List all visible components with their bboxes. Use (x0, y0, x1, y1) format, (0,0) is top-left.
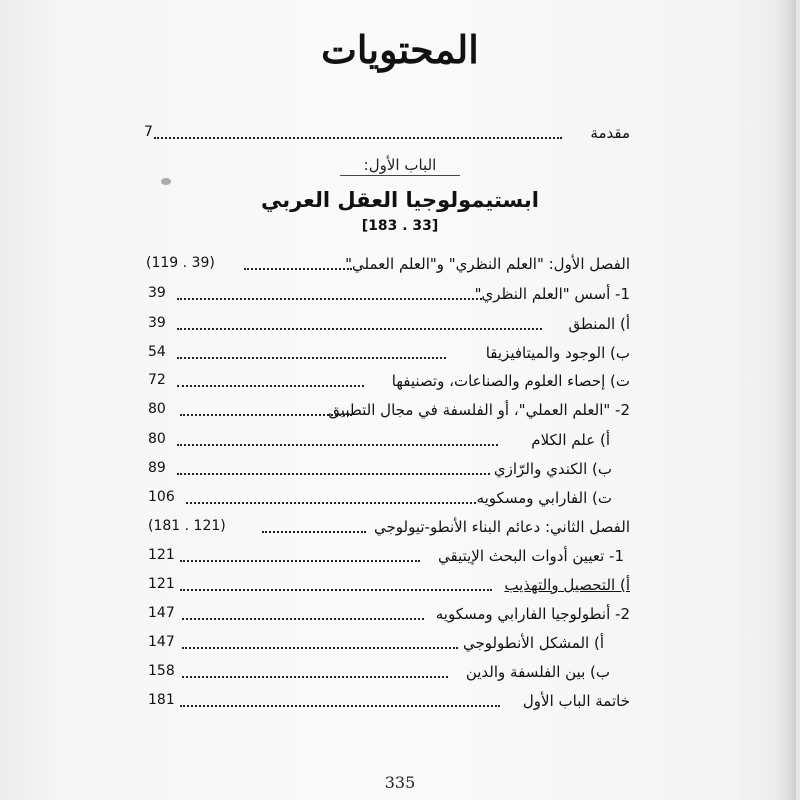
toc-entry-page: (181 . 121) (148, 518, 226, 534)
toc-entry-title: 1- أسس "العلم النظري" (474, 285, 630, 303)
toc-entry-page: 147 (148, 634, 175, 650)
toc-leader-dots (180, 705, 500, 707)
toc-entry-title: 2- أنطولوجيا الفارابي ومسكويه (435, 605, 630, 623)
toc-entry-subsection (0, 574, 800, 598)
toc-leader-dots (262, 531, 366, 533)
page-number: 335 (384, 773, 416, 792)
toc-leader-dots (177, 298, 482, 300)
toc-leader-dots (182, 676, 448, 678)
bleed-through-text (756, 96, 760, 112)
toc-entry-page: 7 (144, 124, 153, 140)
toc-entry-subsection (0, 632, 800, 656)
toc-entry-subsection (0, 370, 800, 394)
toc-entry-page: 121 (148, 547, 175, 563)
toc-leader-dots (177, 473, 490, 475)
toc-entry-page: 54 (148, 344, 166, 360)
toc-leader-dots (177, 385, 364, 387)
toc-entry-chapter-one (0, 253, 800, 277)
toc-leader-dots (177, 444, 498, 446)
toc-entry-title: الفصل الأول: "العلم النظري" و"العلم العملي" (345, 255, 630, 273)
toc-entry-chapter-two (0, 516, 800, 540)
toc-entry-title: ب) الوجود والميتافيزيقا (485, 344, 630, 362)
toc-leader-dots (177, 357, 446, 359)
toc-entry-subsection (0, 458, 800, 482)
toc-leader-dots (180, 560, 420, 562)
toc-entry-page: 39 (148, 315, 166, 331)
scan-speck (161, 178, 171, 185)
toc-entry-title: ت) إحصاء العلوم والصناعات، وتصنيفها (391, 372, 630, 390)
toc-entry-title: خاتمة الباب الأول (522, 692, 630, 710)
toc-leader-dots (186, 502, 476, 504)
toc-entry-section (0, 603, 800, 627)
toc-entry-title: أ) المنطق (568, 315, 630, 333)
toc-leader-dots (182, 618, 424, 620)
toc-entry-page: 39 (148, 285, 166, 301)
toc-leader-dots (244, 268, 352, 270)
toc-entry-title: ب) بين الفلسفة والدين (465, 663, 610, 681)
toc-entry-title: أ) التحصيل والتهذيب (504, 576, 630, 594)
toc-entry-conclusion (0, 690, 800, 714)
toc-leader-dots (180, 414, 352, 416)
toc-leader-dots (182, 647, 458, 649)
toc-entry-section (0, 283, 800, 307)
toc-entry-introduction (0, 122, 800, 146)
toc-entry-title: ت) الفارابي ومسكويه (476, 489, 612, 507)
part-title: ابستيمولوجيا العقل العربي (260, 188, 540, 212)
toc-leader-dots (154, 137, 562, 139)
toc-entry-page: 89 (148, 460, 166, 476)
toc-entry-page: 72 (148, 372, 166, 388)
toc-entry-subsection (0, 313, 800, 337)
toc-entry-title: مقدمة (590, 124, 630, 142)
part-page-range: [183 . 33] (361, 218, 439, 234)
toc-entry-subsection (0, 342, 800, 366)
toc-entry-title: 1- تعيين أدوات البحث الإيتيقي (437, 547, 624, 565)
toc-entry-page: 106 (148, 489, 175, 505)
bleed-through-text (758, 60, 762, 76)
toc-leader-dots (180, 589, 492, 591)
toc-entry-page: 181 (148, 692, 175, 708)
toc-leader-dots (177, 328, 542, 330)
toc-entry-subsection (0, 429, 800, 453)
toc-entry-subsection (0, 661, 800, 685)
toc-entry-page: (119 . 39) (146, 255, 215, 271)
toc-entry-title: الفصل الثاني: دعائم البناء الأنطو-تيولوجي (373, 518, 630, 536)
toc-entry-subsection (0, 487, 800, 511)
toc-entry-title: ب) الكندي والرّازي (493, 460, 612, 478)
bleed-through-text (360, 3, 364, 19)
toc-entry-page: 147 (148, 605, 175, 621)
toc-entry-title: أ) المشكل الأنطولوجي (462, 634, 604, 652)
toc-entry-title: أ) علم الكلام (531, 431, 610, 449)
toc-entry-page: 80 (148, 431, 166, 447)
toc-entry-section (0, 545, 800, 569)
toc-entry-section (0, 399, 800, 423)
page-title: المحتويات (321, 27, 479, 72)
toc-entry-page: 80 (148, 401, 166, 417)
toc-entry-page: 158 (148, 663, 175, 679)
toc-entry-page: 121 (148, 576, 175, 592)
part-label: الباب الأول: (340, 156, 460, 176)
toc-entry-title: 2- "العلم العملي"، أو الفلسفة في مجال التطبيق (328, 401, 630, 419)
